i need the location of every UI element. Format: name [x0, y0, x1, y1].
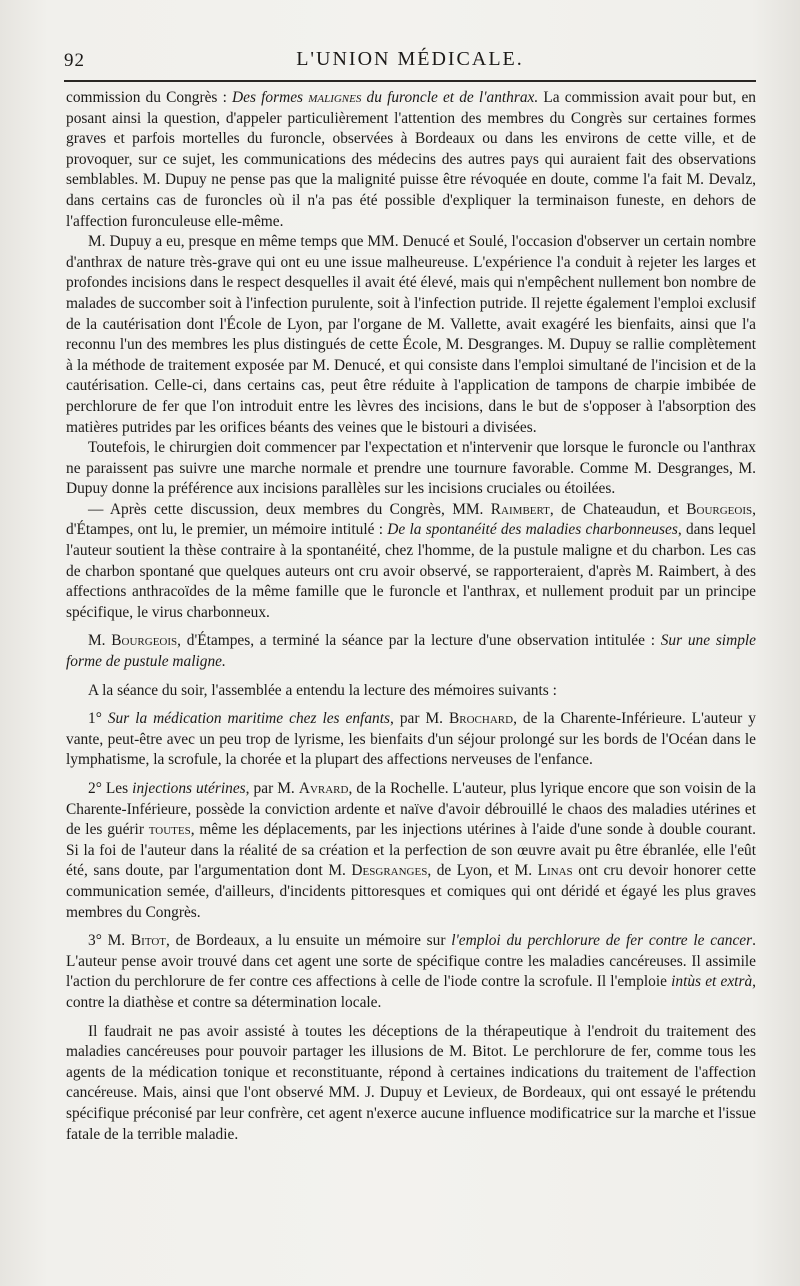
text-run: commission du Congrès :	[66, 89, 233, 106]
italic-run: du furoncle et de l'anthrax.	[361, 89, 539, 106]
paragraph	[66, 779, 756, 923]
text-run: , de la Charente-Inférieure. L'auteur y vante, peut-être avec un peu trop de lyrisme, les bienfaits d'un séjour prolongé sur les bords de l'Océan dans le lymphatisme, la scrofule, la chorée et la plupart des affections nerveuses de l'enfance.	[66, 710, 756, 769]
text-run: A la séance du soir, l'assemblée a entendu la lecture des mémoires suivants :	[88, 681, 557, 699]
text-run: . L'auteur pense avoir trouvé dans cet agent une sorte de spécifique contre les maladies cancéreuses. Il assimile l'action du perchlorure de fer contre ces affections à celle de l'iode contre la scrofule. Il l'emploie	[66, 932, 756, 991]
text-run: , de Chateaudun, et	[549, 500, 687, 518]
journal-title: L'UNION MÉDICALE.	[296, 48, 524, 70]
text-run: — Après cette discussion, deux membres du Congrès, MM.	[88, 500, 491, 518]
text-run: , de la Rochelle. L'auteur, plus lyrique encore que son voisin de la Charente-Inférieure, possède la conviction ardente et naïve d'avoir débrouillé le chaos des maladies utérines et de les guérir	[66, 780, 757, 839]
text-run: ont cru devoir honorer cette communication semée, d'ailleurs, d'incidents pittoresques et comiques qui ont déridé et égayé les plus graves membres du Congrès.	[66, 862, 756, 921]
text-run: , d'Étampes, a terminé la séance par la lecture d'une observation intitulée :	[177, 632, 661, 650]
header-rule	[64, 80, 756, 82]
proper-name: Linas	[537, 862, 573, 880]
text-run: , de Bordeaux, a lu ensuite un mémoire sur	[166, 932, 452, 950]
paragraph	[66, 681, 756, 702]
paragraph	[66, 1022, 756, 1146]
proper-name: Bourgeois	[686, 500, 753, 518]
italic-run: De la spontanéité des maladies charbonneuses	[387, 521, 678, 539]
body-text	[66, 88, 756, 1145]
text-run: , de Lyon, et M.	[427, 862, 538, 880]
italic-run: Des formes	[232, 89, 309, 106]
proper-name: Bourgeois	[111, 632, 178, 650]
text-run: 3° M.	[88, 932, 131, 950]
text-run: Il faudrait ne pas avoir assisté à toutes les déceptions de la thérapeutique à l'endroit du traitement des maladies cancéreuses pour pouvoir partager les illusions de M. Bitot. Le perchlorure de fer, comme tous les agents de la médication tonique et reconstituante, répond à certaines indications du traitement de l'affection cancéreuse. Mais, ainsi que l'ont observé MM. J. Dupuy et Levieux, de Bordeaux, qui ont essayé le prétendu spécifique préconisé par leur confrère, cet agent n'exerce aucune influence modificatrice sur la marche et l'issue fatale de la terrible maladie.	[66, 1022, 756, 1143]
text-run: M. Dupuy a eu, presque en même temps que MM. Denucé et Soulé, l'occasion d'observer un certain nombre d'anthrax de nature très-grave qui ont eu une issue malheureuse. L'expérience l'a conduit à rejeter les larges et profondes incisions dans le respect desquelles il avait été élevé, mais qui n'empêchent nullement bon nombre de malades de succomber soit à l'infection purulente, soit à l'infection putride. Il rejette également l'emploi exclusif de la cautérisation dont l'École de Lyon, par l'organe de M. Vallette, avait exagéré les bienfaits, ainsi que l'a reconnu l'un des membres les plus distingués de cette École, M. Desgranges. M. Dupuy se rallie complètement à la méthode de traitement exposée par M. Denucé, et qui consiste dans l'emploi simultané de l'incision et de la cautérisation. Celle-ci, dans certains cas, peut être réduite à l'application de tampons de charpie imbibée de perchlorure de fer que l'on introduit entre les lèvres des incisions, dans le but de s'opposer à l'absorption des matières putrides par les orifices béants des veines que le bistouri a divisées.	[66, 233, 756, 436]
italic-run: Sur une simple forme de pustule maligne.	[66, 632, 756, 671]
text-run: 2° Les	[88, 780, 133, 797]
paragraph	[66, 438, 756, 500]
italic-run: intùs et extrà	[671, 973, 753, 991]
italic-run: injections utérines	[132, 780, 246, 797]
proper-name: toutes	[148, 821, 191, 839]
text-run: , même les déplacements, par les injections utérines à l'aide d'une sonde à double courant. Si la foi de l'auteur dans la réalité de sa création et la perfection de son œuvre avait pu être ébranlée, elle l'eût été, sans doute, par l'argumentation dont M.	[66, 821, 756, 880]
proper-name: Bitot	[130, 932, 167, 950]
paragraph	[66, 500, 756, 624]
paragraph	[66, 709, 756, 771]
text-run: M.	[88, 632, 112, 650]
text-run: Toutefois, le chirurgien doit commencer par l'expectation et n'intervenir que lorsque le furoncle ou l'anthrax ne paraissent pas suivre une marche normale et prendre une tournure favorable. Comme M. Desgranges, M. Dupuy donne la préférence aux incisions parallèles sur les incisions cruciales ou étoilées.	[66, 439, 756, 498]
proper-name: Desgranges	[351, 862, 428, 880]
paragraph	[66, 931, 756, 1013]
paragraph	[66, 631, 756, 672]
text-run: , d'Étampes, ont lu, le premier, un mémoire intitulé :	[66, 500, 756, 539]
text-run: , contre la diathèse et contre sa détermination locale.	[66, 973, 756, 1011]
proper-name: malignes	[308, 89, 362, 106]
paragraph	[66, 232, 756, 438]
text-run: , par M.	[245, 780, 299, 797]
text-run: , dans lequel l'auteur soutient la thèse contraire à la spontanéité, chez l'homme, de la pustule maligne et du charbon. Les cas de charbon spontané que quelques auteurs ont cru avoir observé, se rapporteraient, d'après M. Raimbert, à des affections anthracoïdes de la même famille que le furoncle et l'anthrax, et nullement produit par un principe spécifique, le virus charbonneux.	[66, 521, 757, 621]
text-run: , par M.	[390, 710, 449, 728]
proper-name: Brochard	[449, 710, 514, 728]
text-run: 1°	[88, 710, 108, 728]
running-head	[64, 44, 756, 74]
italic-run: Sur la médication maritime chez les enfants	[107, 710, 390, 728]
italic-run: l'emploi du perchlorure de fer contre le cancer	[451, 932, 753, 950]
page-number: 92	[64, 50, 85, 71]
text-run: La commission avait pour but, en posant ainsi la question, d'appeler particulièrement l'attention des membres du Congrès sur certaines formes graves et parfois mortelles du furoncle, observées à Bordeaux ou dans les environs de cette ville, et de provoquer, sur ce sujet, les communications des médecins des autres pays qui auraient fait des observations semblables. M. Dupuy ne pense pas que la malignité puisse être révoquée en doute, comme l'a fait M. Devalz, dans certains cas de furoncles où il n'a pas été possible d'expliquer la terminaison funeste, en dehors de l'affection furonculeuse elle-même.	[66, 89, 756, 230]
proper-name: Avrard	[298, 780, 349, 797]
paragraph	[66, 88, 756, 232]
proper-name: Raimbert	[490, 500, 550, 518]
